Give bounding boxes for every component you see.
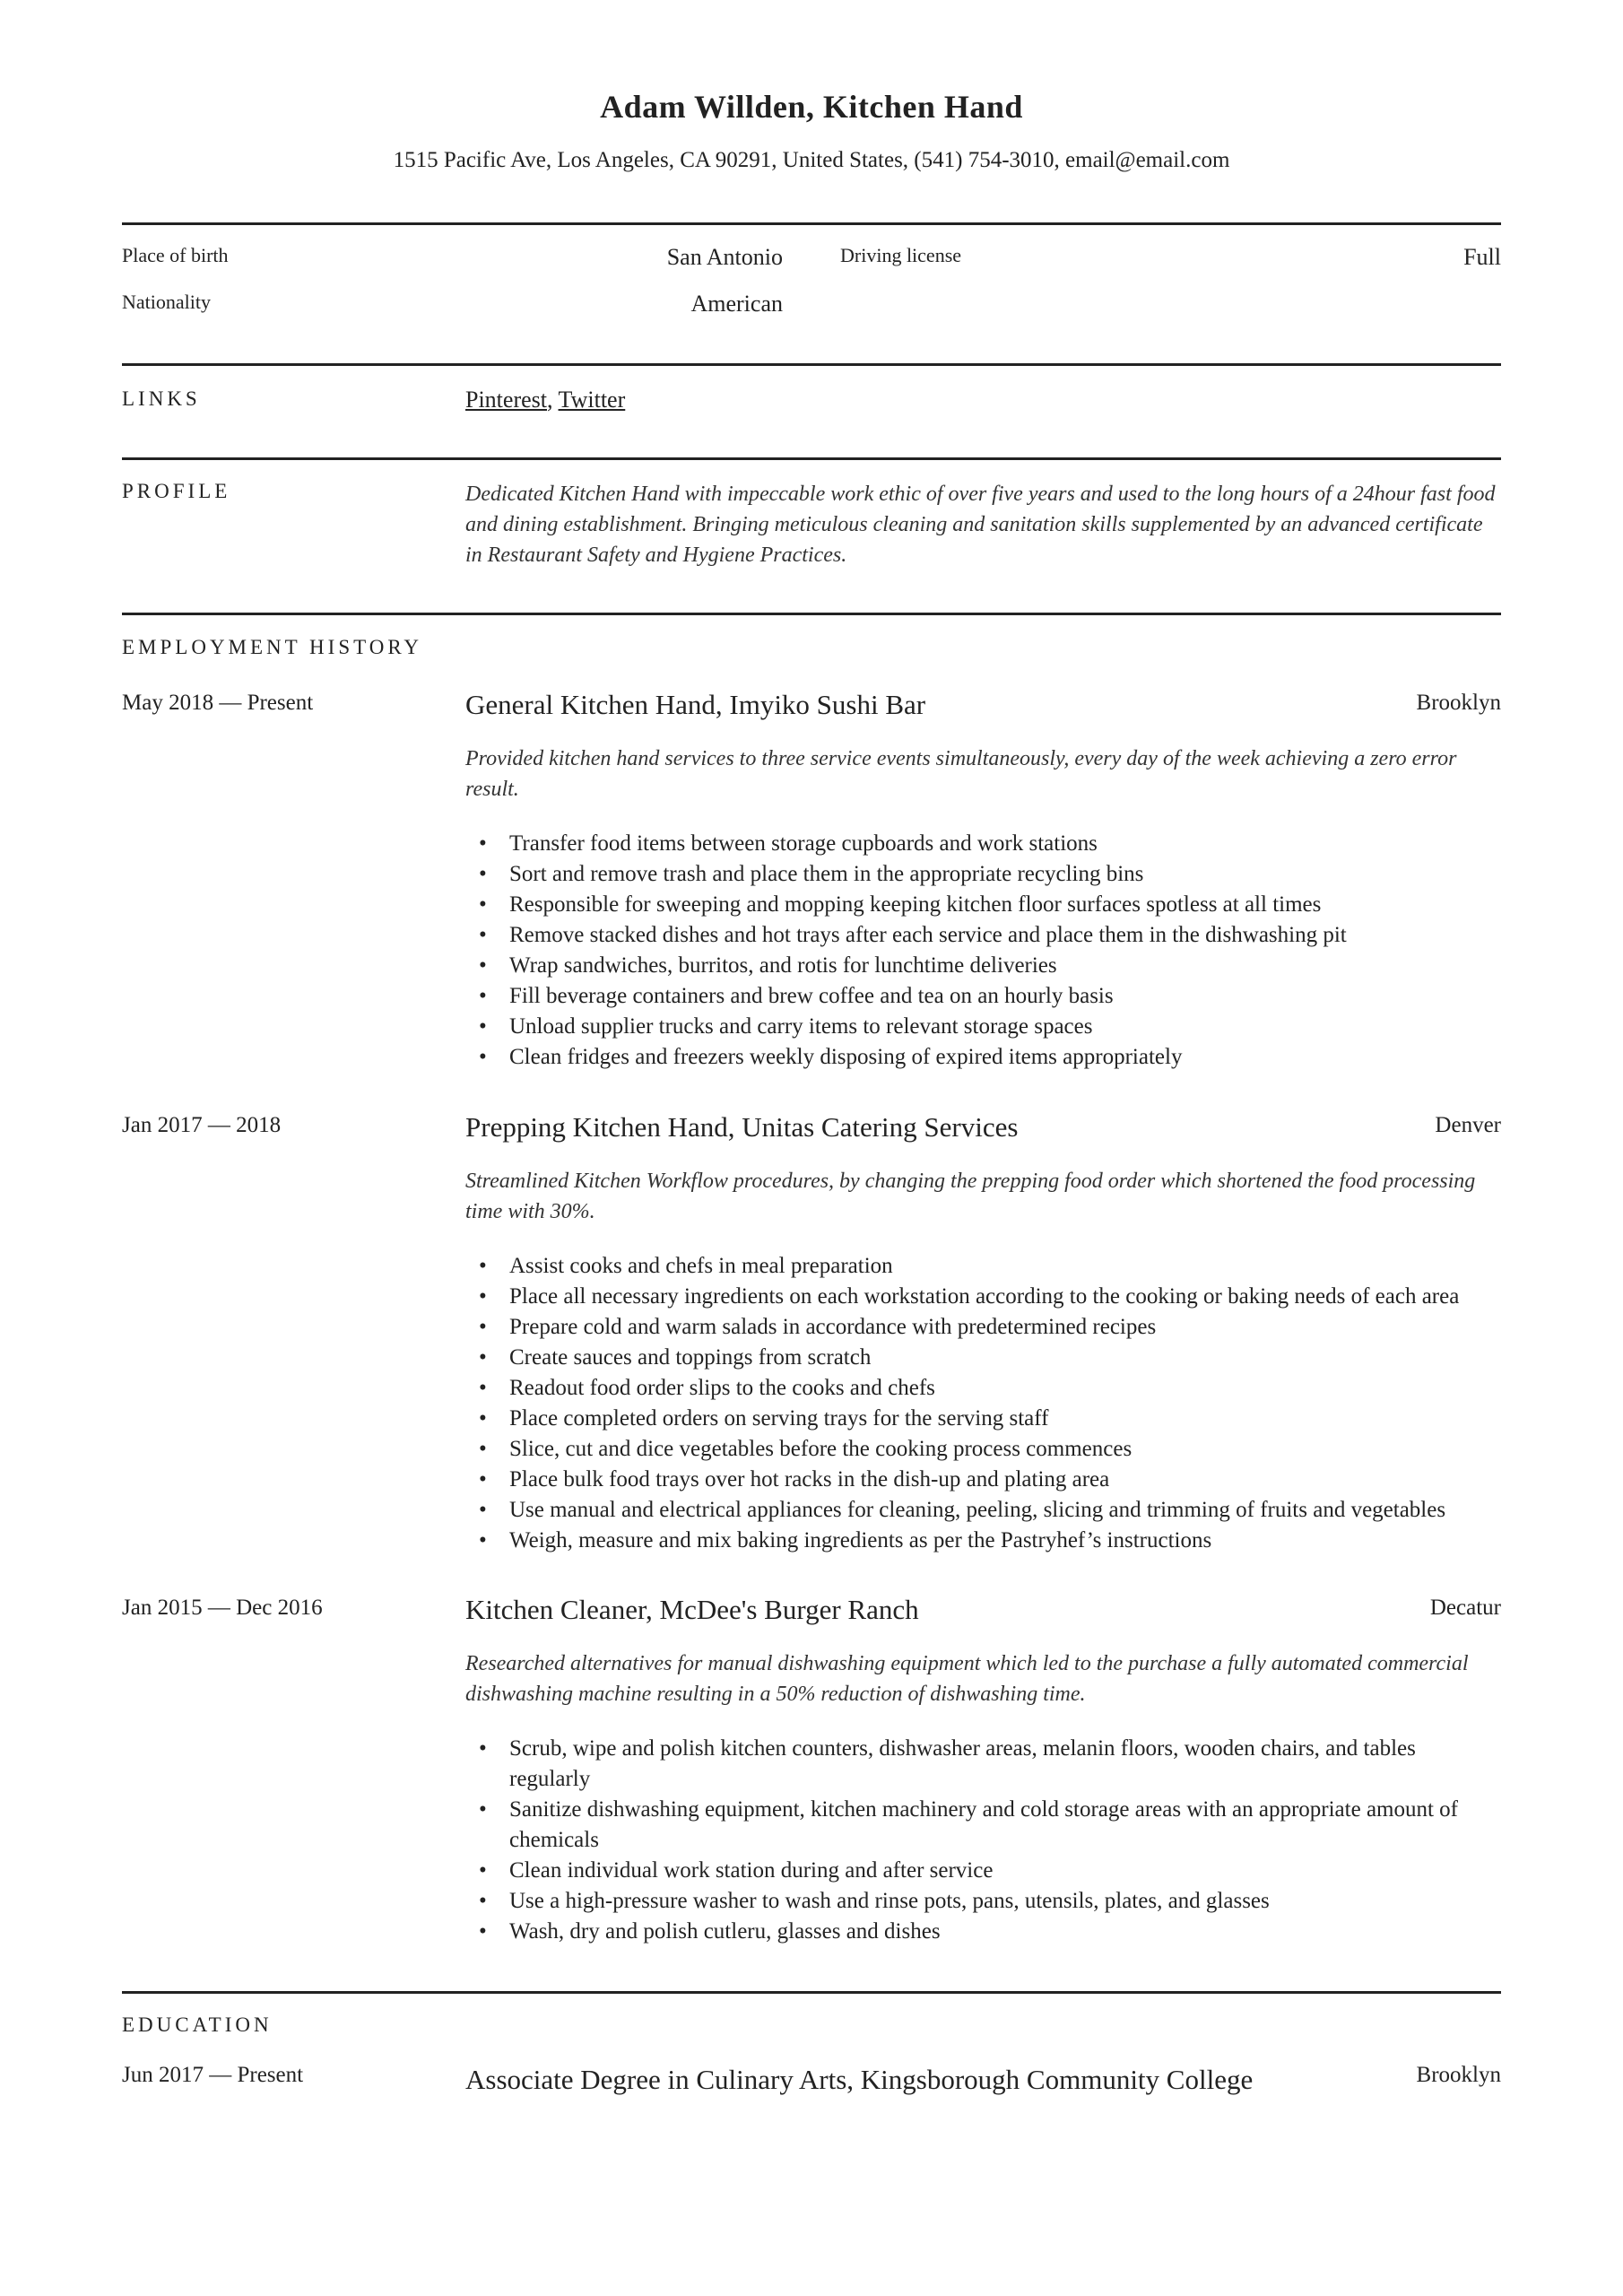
list-item: • Assist cooks and chefs in meal preparation — [465, 1251, 1501, 1282]
job-bullet-list — [465, 829, 1501, 1073]
education-title: Associate Degree in Culinary Arts, Kingsborough Community College — [465, 2064, 1254, 2095]
list-item: • Place completed orders on serving trays for the serving staff — [465, 1404, 1501, 1434]
job-city: Brooklyn — [1416, 691, 1501, 715]
place-of-birth-value: San Antonio — [666, 244, 783, 270]
list-item: • Prepare cold and warm salads in accordance with predetermined recipes — [465, 1312, 1501, 1343]
list-item: • Fill beverage containers and brew coffee and tea on an hourly basis — [465, 981, 1501, 1012]
list-item: • Responsible for sweeping and mopping keeping kitchen floor surfaces spotless at all times — [465, 890, 1501, 920]
contact-line: 1515 Pacific Ave, Los Angeles, CA 90291, United States, (541) 754-3010, email@email.com — [393, 148, 1230, 172]
job-dates: May 2018 — Present — [122, 691, 314, 715]
links-section-title: LINKS — [122, 387, 201, 410]
employment-section-title: EMPLOYMENT HISTORY — [122, 636, 423, 658]
divider — [122, 222, 1501, 225]
list-item: • Place bulk food trays over hot racks in the dish-up and plating area — [465, 1465, 1501, 1495]
list-item: • Clean individual work station during and after service — [465, 1856, 1501, 1886]
driving-license-value: Full — [1463, 244, 1501, 270]
list-item: • Place all necessary ingredients on each workstation according to the cooking or baking needs of each area — [465, 1282, 1501, 1312]
list-item: • Create sauces and toppings from scratch — [465, 1343, 1501, 1373]
list-item: • Wash, dry and polish cutleru, glasses and dishes — [465, 1917, 1501, 1947]
links-separator: , — [547, 387, 553, 413]
list-item: • Weigh, measure and mix baking ingredients as per the Pastryhef’s instructions — [465, 1526, 1501, 1556]
twitter-link[interactable]: Twitter — [558, 387, 626, 413]
list-item: • Sanitize dishwashing equipment, kitchen machinery and cold storage areas with an appropriate amount of chemicals — [465, 1795, 1501, 1856]
list-item: • Remove stacked dishes and hot trays after each service and place them in the dishwashing pit — [465, 920, 1501, 951]
profile-text: Dedicated Kitchen Hand with impeccable work ethic of over five years and used to the long hours of a 24hour fast food and dining establishment. Bringing meticulous cleaning and sanitation skills supplemented by an advanced certificate in Restaurant Safety and Hygiene Practices. — [465, 483, 1496, 567]
job-title: Prepping Kitchen Hand, Unitas Catering Services — [465, 1111, 1019, 1143]
divider — [122, 613, 1501, 615]
divider — [122, 363, 1501, 366]
job-bullet-list — [465, 1734, 1501, 1947]
list-item: • Slice, cut and dice vegetables before the cooking process commences — [465, 1434, 1501, 1465]
place-of-birth-label: Place of birth — [122, 244, 229, 266]
job-dates: Jan 2015 — Dec 2016 — [122, 1596, 323, 1620]
job-title: Kitchen Cleaner, McDee's Burger Ranch — [465, 1594, 919, 1625]
education-city: Brooklyn — [1416, 2063, 1501, 2087]
job-summary: Researched alternatives for manual dishwashing equipment which led to the purchase a fully automated commercial dishwashing machine resulting in a 50% reduction of dishwashing time. — [465, 1652, 1469, 1706]
job-title: General Kitchen Hand, Imyiko Sushi Bar — [465, 689, 926, 720]
nationality-label: Nationality — [122, 291, 211, 313]
nationality-value: American — [690, 291, 783, 317]
list-item: • Transfer food items between storage cupboards and work stations — [465, 829, 1501, 859]
list-item: • Scrub, wipe and polish kitchen counters, dishwasher areas, melanin floors, wooden chairs, and tables regularly — [465, 1734, 1501, 1795]
list-item: • Use manual and electrical appliances for cleaning, peeling, slicing and trimming of fruits and vegetables — [465, 1495, 1501, 1526]
candidate-name: Adam Willden, Kitchen Hand — [600, 89, 1023, 125]
education-section-title: EDUCATION — [122, 2013, 273, 2036]
job-city: Denver — [1435, 1113, 1501, 1137]
links-list — [465, 387, 625, 413]
driving-license-label: Driving license — [840, 244, 962, 266]
list-item: • Clean fridges and freezers weekly disposing of expired items appropriately — [465, 1042, 1501, 1073]
job-bullet-list — [465, 1251, 1501, 1556]
list-item: • Use a high-pressure washer to wash and rinse pots, pans, utensils, plates, and glasses — [465, 1886, 1501, 1917]
pinterest-link[interactable]: Pinterest — [465, 387, 547, 413]
list-item: • Sort and remove trash and place them in the appropriate recycling bins — [465, 859, 1501, 890]
list-item: • Readout food order slips to the cooks and chefs — [465, 1373, 1501, 1404]
divider — [122, 457, 1501, 460]
job-summary: Provided kitchen hand services to three service events simultaneously, every day of the week achieving a zero error result. — [465, 747, 1457, 801]
job-summary: Streamlined Kitchen Workflow procedures, by changing the prepping food order which shortened the food processing time with 30%. — [465, 1170, 1476, 1223]
divider — [122, 1991, 1501, 1994]
list-item: • Unload supplier trucks and carry items to relevant storage spaces — [465, 1012, 1501, 1042]
profile-section-title: PROFILE — [122, 480, 231, 502]
education-dates: Jun 2017 — Present — [122, 2063, 304, 2087]
job-dates: Jan 2017 — 2018 — [122, 1113, 282, 1137]
job-city: Decatur — [1429, 1596, 1501, 1620]
list-item: • Wrap sandwiches, burritos, and rotis for lunchtime deliveries — [465, 951, 1501, 981]
